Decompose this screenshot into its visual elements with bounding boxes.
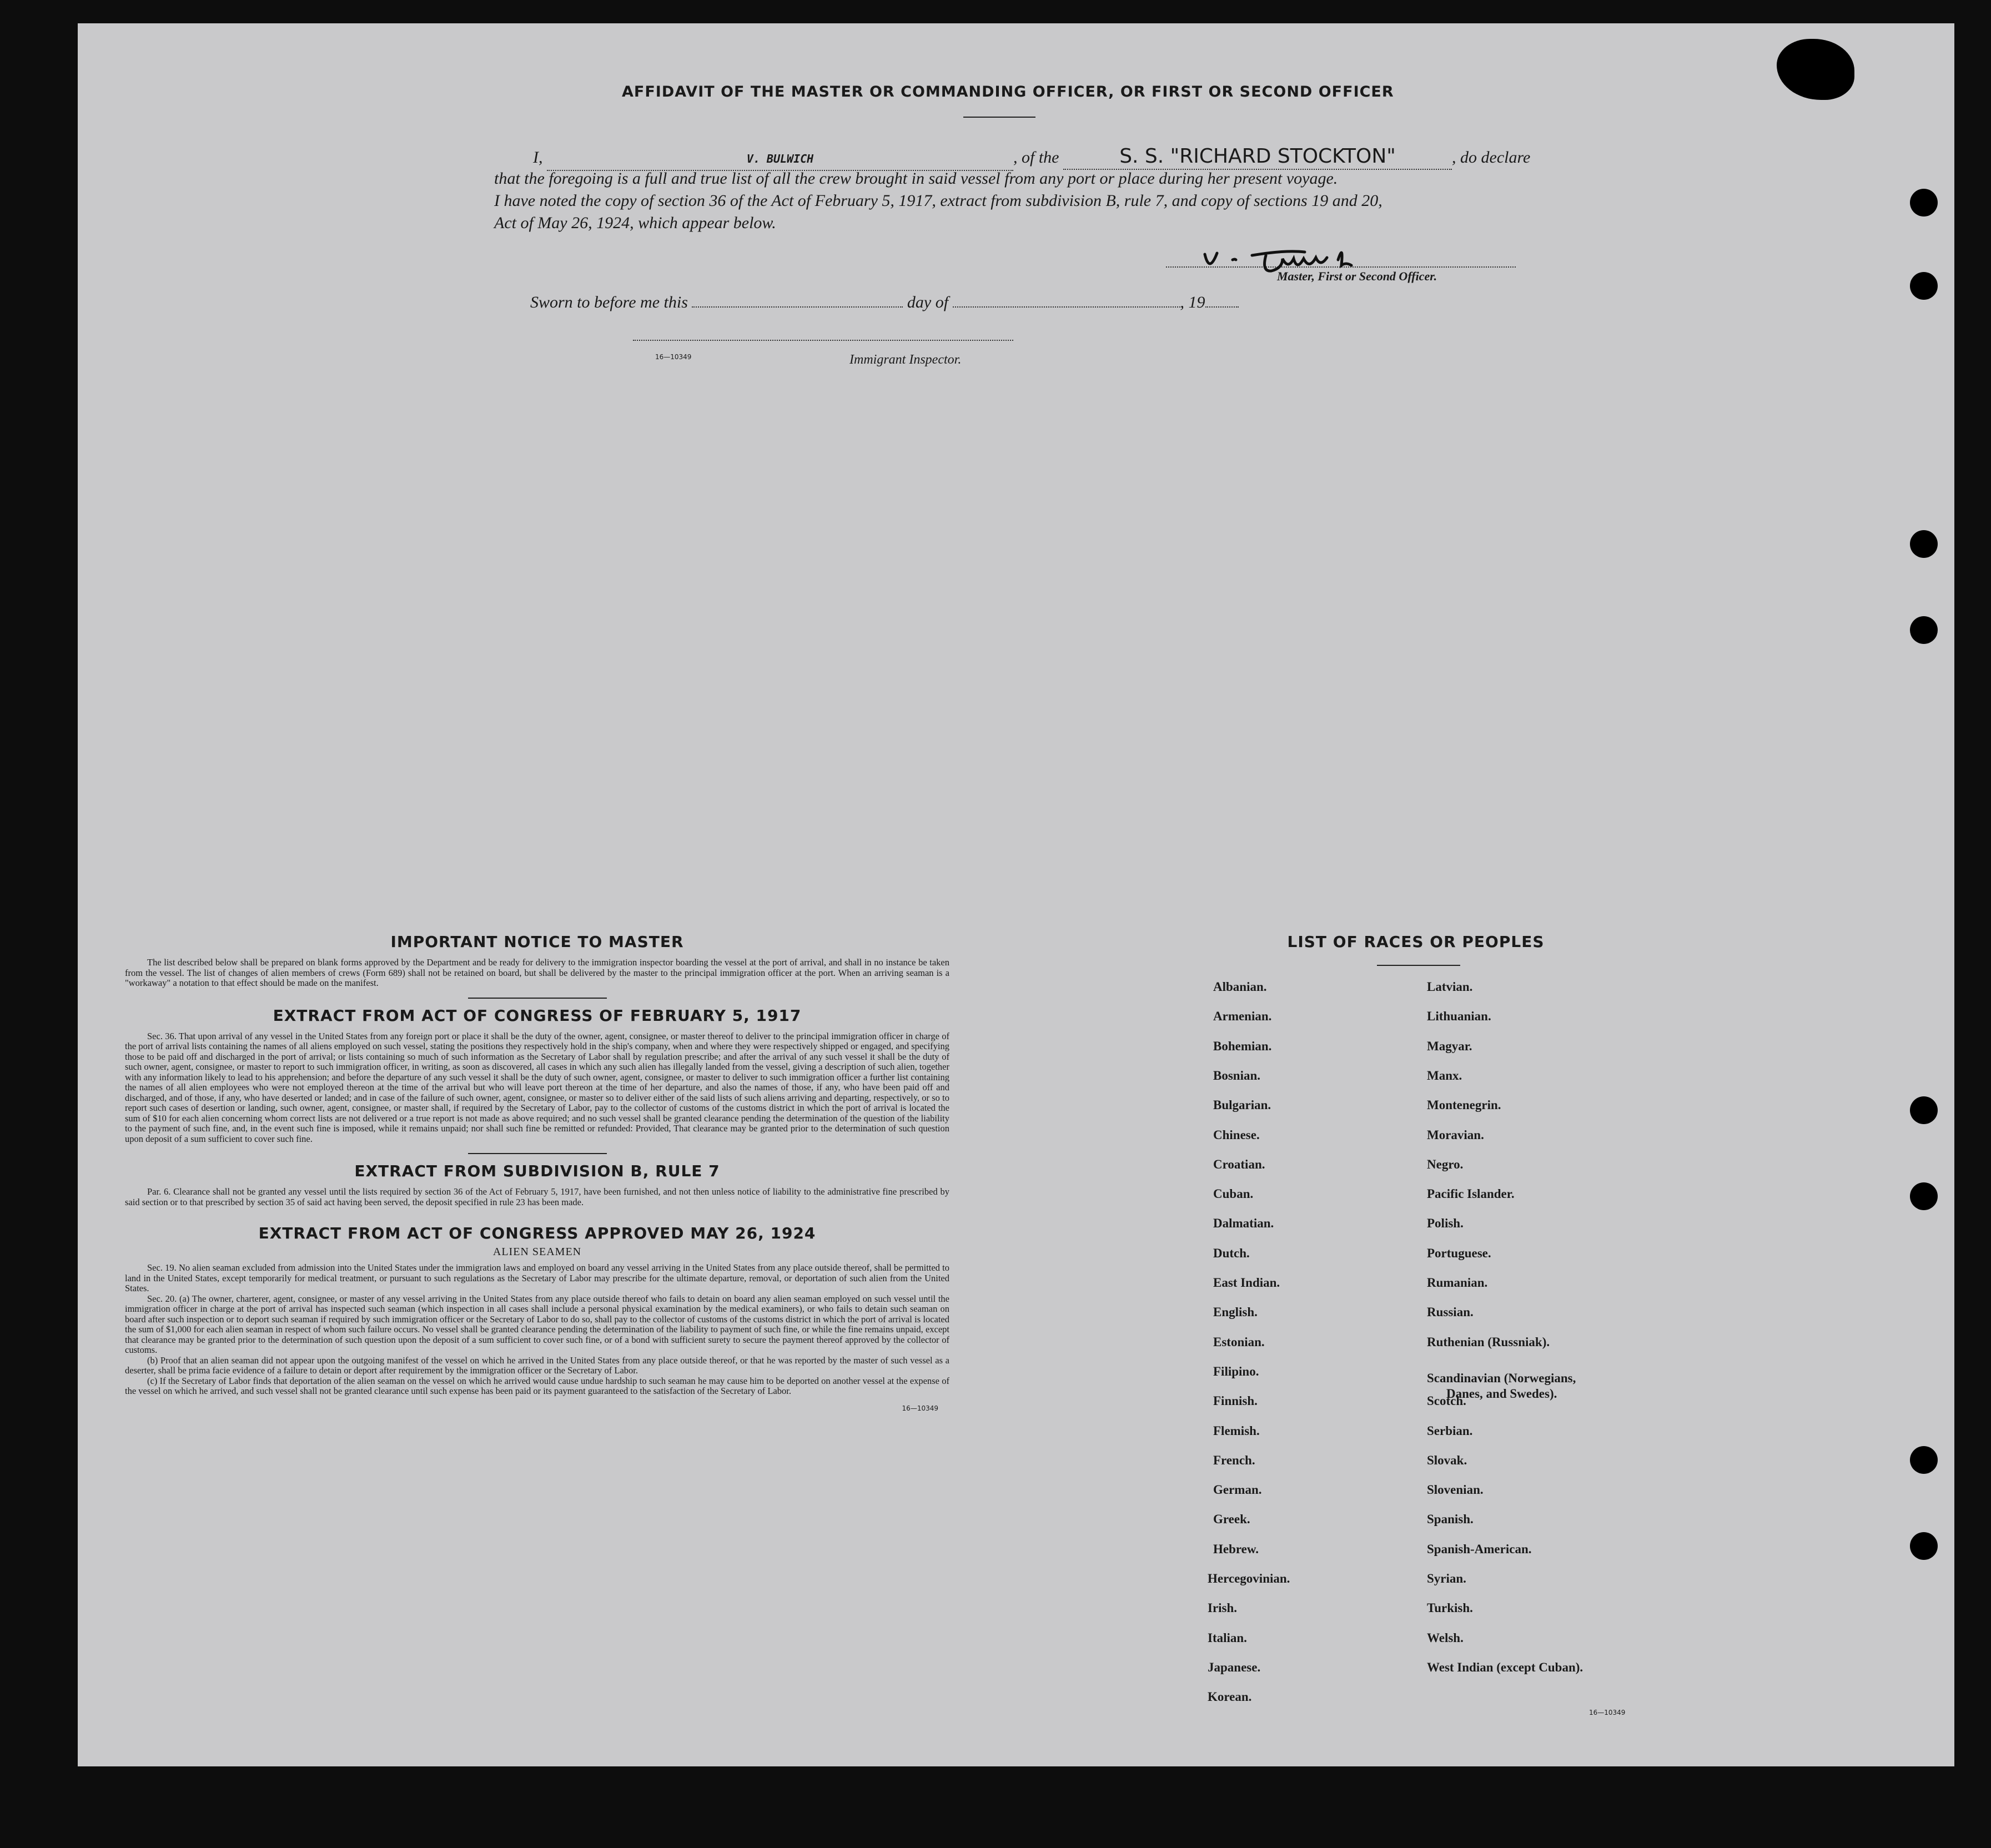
race-item: Spanish-American. — [1427, 1542, 1532, 1556]
race-item: Welsh. — [1427, 1630, 1464, 1645]
race-item: Polish. — [1427, 1216, 1464, 1231]
race-item: Pacific Islander. — [1427, 1187, 1515, 1201]
of-the-label: , of the — [1013, 148, 1059, 167]
race-item: Slovak. — [1427, 1453, 1467, 1467]
race-item: Magyar. — [1427, 1039, 1472, 1053]
race-item: Montenegrin. — [1427, 1098, 1501, 1112]
race-item: Dalmatian. — [1213, 1216, 1274, 1231]
sworn-year-field — [1205, 306, 1239, 308]
race-item: Bosnian. — [1213, 1068, 1261, 1082]
race-item: Scandinavian (Norwegians, — [1427, 1371, 1576, 1385]
race-item: Syrian. — [1427, 1572, 1466, 1585]
sworn-day-field — [692, 306, 903, 308]
extract-1917-body: Sec. 36. That upon arrival of any vessel in the United States from any foreign port or place it shall be the duty of the owner, agent, consignee, or master thereof to deliver to the principal immigration officer in charge of the port of arrival lists containing the names of all aliens employed on such vessel, stating the positions they respectively hold in the ship's company, when and where they were respectively shipped or engaged, and specifying those to be paid off and discharged in the port of arrival; or lists containing so much of such information as the Secretary of Labor shall by regulation prescribe; and after the arrival of any such vessel it shall be the duty of such owner, agent, consignee, or master to report to such immigration officer, in writing, as soon as discovered, all cases in which any such alien has illegally landed from the vessel, giving a description of such alien, together with any information likely to lead to his apprehension; and before the departure of any such vessel it shall be the duty of such owner, agent, consignee, or master to deliver to such immigration officer a further list containing the names of all alien employees who were not employed thereon at the time of the arrival but who will leave port thereon at the time of her departure, and also the names of those, if any, who have been paid off and discharged, and of those, if any, who have deserted or landed; and in case of the failure of such owner, agent, consignee, or master so to deliver either of the said lists of such aliens arriving and departing, respectively, or so to report such cases of desertion or landing, such owner, agent, consignee, or master shall, if required by the Secretary of Labor, pay to the collector of customs of the customs district in which the port of arrival is located the sum of $10 for each alien concerning whom correct lists are not delivered or a true report is not made as above required; and no such vessel shall be granted clearance pending the determination of the question of the liability to the payment of such fine, and, in the event such fine is imposed, while it remains unpaid; nor shall such fine be remitted or refunded: Provided, That clearance may be granted prior to the determination of such question upon deposit of a sum sufficient to cover such fine. — [125, 1030, 949, 1144]
race-item: Flemish. — [1213, 1423, 1260, 1438]
sec-19-body: Sec. 19. No alien seaman excluded from admission into the United States under the immigration laws and employed on board any vessel arriving in the United States from any place outside thereof, shall be permitted to land in the United States, except temporarily for medical treatment, or pursuant to such regulations as the Secretary of Labor may prescribe for the ultimate departure, removal, or deportation of such alien from the United States. — [125, 1262, 949, 1293]
signature-caption: Master, First or Second Officer. — [1277, 269, 1437, 283]
divider — [468, 1153, 607, 1154]
race-item: Bulgarian. — [1213, 1098, 1271, 1112]
race-item: Italian. — [1208, 1630, 1247, 1645]
race-item: Hebrew. — [1213, 1542, 1259, 1556]
sworn-line — [530, 291, 1239, 314]
race-item: Greek. — [1213, 1512, 1250, 1527]
punch-hole — [1910, 1532, 1938, 1560]
sec-20c-body: (c) If the Secretary of Labor finds that deportation of the alien seaman on the vessel on which he arrived would cause undue hardship to such seaman he may cause him to be deported on another vessel at the expense of the vessel on which he arrived, and such vessel shall not be granted clearance until such expense has been paid or its payment guaranteed to the satisfaction of the Secretary of Labor. — [125, 1375, 949, 1396]
declaration-line-3: I have noted the copy of section 36 of the Act of February 5, 1917, extract from subdivision B, rule 7, and copy of sections 19 and 20, — [494, 192, 1382, 210]
divider — [963, 117, 1035, 118]
sworn-label: Sworn to before me this — [530, 293, 688, 311]
race-item: Negro. — [1427, 1157, 1464, 1171]
do-declare-label: , do declare — [1452, 148, 1531, 167]
race-item: Chinese. — [1213, 1127, 1260, 1142]
divider — [1377, 965, 1460, 966]
alien-seamen-subtitle: ALIEN SEAMEN — [492, 1246, 582, 1258]
year-label: , 19 — [1180, 293, 1205, 311]
race-item: Rumanian. — [1427, 1276, 1488, 1290]
vessel-field — [1063, 145, 1452, 170]
inspector-caption: Immigrant Inspector. — [849, 353, 962, 367]
race-item: Ruthenian (Russniak). — [1427, 1335, 1550, 1349]
punch-hole — [1910, 530, 1938, 558]
race-item: Russian. — [1427, 1305, 1474, 1320]
race-item: East Indian. — [1213, 1276, 1280, 1290]
notice-body: The list described below shall be prepared on blank forms approved by the Department and be ready for delivery to the immigration inspector boarding the vessel at the port of arrival, and shall in no instance be taken from the vessel. The list of changes of alien members of crews (Form 689) shall not be retained on board, but shall be delivered by the master to the principal immigration officer at the port. When an arriving seaman is a "workaway" a notation to that effect should be made on the manifest. — [125, 957, 949, 988]
declaration-line-2: that the foregoing is a full and true list of all the crew brought in said vessel from any port or place during her present voyage. — [494, 169, 1338, 188]
day-of-label: day of — [907, 293, 949, 311]
race-item: Croatian. — [1213, 1157, 1265, 1171]
divider — [468, 998, 607, 999]
punch-hole — [1910, 1182, 1938, 1210]
race-item: Bohemian. — [1213, 1039, 1272, 1053]
punch-hole — [1910, 1096, 1938, 1124]
punch-hole — [1910, 189, 1938, 216]
extract-rule7-title: EXTRACT FROM SUBDIVISION B, RULE 7 — [354, 1162, 720, 1180]
race-item: Serbian. — [1427, 1423, 1473, 1438]
affidavit-title: AFFIDAVIT OF THE MASTER OR COMMANDING OFFICER, OR FIRST OR SECOND OFFICER — [622, 83, 1394, 100]
punch-hole — [1910, 616, 1938, 644]
race-item: Hercegovinian. — [1208, 1572, 1290, 1585]
extract-rule7-body: Par. 6. Clearance shall not be granted any vessel until the lists required by section 36 of the Act of February 5, 1917, have been furnished, and not then unless notice of liability to the administrative fine prescribed by said section or to that prescribed by section 35 of said act having been served, the deposit specified in rule 23 has been made. — [125, 1186, 949, 1207]
race-item: Japanese. — [1208, 1660, 1261, 1674]
extract-1924-title: EXTRACT FROM ACT OF CONGRESS APPROVED MAY 26, 1924 — [258, 1224, 816, 1242]
sec-20b-body: (b) Proof that an alien seaman did not appear upon the outgoing manifest of the vessel on which he arrived in the United States from any place outside thereof, or that he was reported by the master of such vessel as a deserter, shall be prima facie evidence of a failure to detain or deport after requirement by the immigration officer or the Secretary of Labor. — [125, 1354, 949, 1376]
extract-1917-title: EXTRACT FROM ACT OF CONGRESS OF FEBRUARY 5, 1917 — [273, 1006, 802, 1025]
race-item: Armenian. — [1213, 1009, 1272, 1024]
race-item: Estonian. — [1213, 1335, 1265, 1349]
declaration-i: I, — [533, 148, 543, 167]
race-item: Portuguese. — [1427, 1246, 1491, 1260]
punch-hole — [1910, 272, 1938, 300]
race-item: Turkish. — [1427, 1601, 1473, 1615]
race-item: Moravian. — [1427, 1127, 1484, 1142]
race-item: Slovenian. — [1427, 1483, 1484, 1497]
punch-hole — [1910, 1446, 1938, 1474]
notice-form-number: 16—10349 — [902, 1404, 938, 1412]
sec-20a-body: Sec. 20. (a) The owner, charterer, agent, consignee, or master of any vessel arriving in the United States from any place outside thereof who fails to detain on board any alien seaman employed on such vessel until the immigration officer in charge at the port of arrival has inspected such seaman (which inspection in all cases shall include a personal physical examination by the medical examiners), or who fails to detain such seaman on board after such inspection or to deport such seaman if required by such immigration officer or the Secretary of Labor to do so, shall pay to the collector of customs of the customs district in which the port of arrival is located the sum of $1,000 for each alien seaman in respect of whom such failure occurs. No vessel shall be granted clearance pending the determination of the liability to payment of such fine, or while the fine remains unpaid, except that clearance may be granted prior to the determination of such question upon the deposit of a sum sufficient to cover such fine, or of a bond with sufficient surety to secure the payment thereof approved by the collector of customs. — [125, 1293, 949, 1355]
race-item: Latvian. — [1427, 980, 1473, 994]
officer-name: V. BULWICH — [746, 152, 814, 165]
race-item: Cuban. — [1213, 1187, 1254, 1201]
race-item: Manx. — [1427, 1068, 1462, 1082]
races-form-number: 16—10349 — [1589, 1709, 1626, 1716]
race-item: English. — [1213, 1305, 1258, 1320]
race-item: West Indian (except Cuban). — [1427, 1660, 1583, 1674]
races-title: LIST OF RACES OR PEOPLES — [1287, 933, 1545, 951]
race-item: Irish. — [1208, 1601, 1238, 1615]
sworn-month-field — [953, 306, 1180, 308]
form-number: 16—10349 — [655, 353, 692, 361]
race-item: Finnish. — [1213, 1394, 1258, 1408]
race-item: Albanian. — [1213, 980, 1267, 994]
race-item: German. — [1213, 1483, 1262, 1497]
notice-column — [125, 933, 949, 1412]
race-item: French. — [1213, 1453, 1255, 1467]
race-item: Filipino. — [1213, 1364, 1259, 1378]
race-item: Dutch. — [1213, 1246, 1250, 1260]
race-item: Korean. — [1208, 1690, 1252, 1704]
document-page — [78, 23, 1954, 1766]
race-item: Scotch. — [1427, 1394, 1466, 1408]
notice-title: IMPORTANT NOTICE TO MASTER — [390, 933, 684, 951]
inspector-signature-line — [633, 340, 1013, 341]
race-item: Danes, and Swedes). — [1446, 1387, 1557, 1401]
declaration-line-4: Act of May 26, 1924, which appear below. — [494, 214, 776, 232]
vessel-name: S. S. "RICHARD STOCKTON" — [1119, 145, 1396, 168]
race-item: Lithuanian. — [1427, 1009, 1491, 1024]
race-item: Spanish. — [1427, 1512, 1474, 1527]
